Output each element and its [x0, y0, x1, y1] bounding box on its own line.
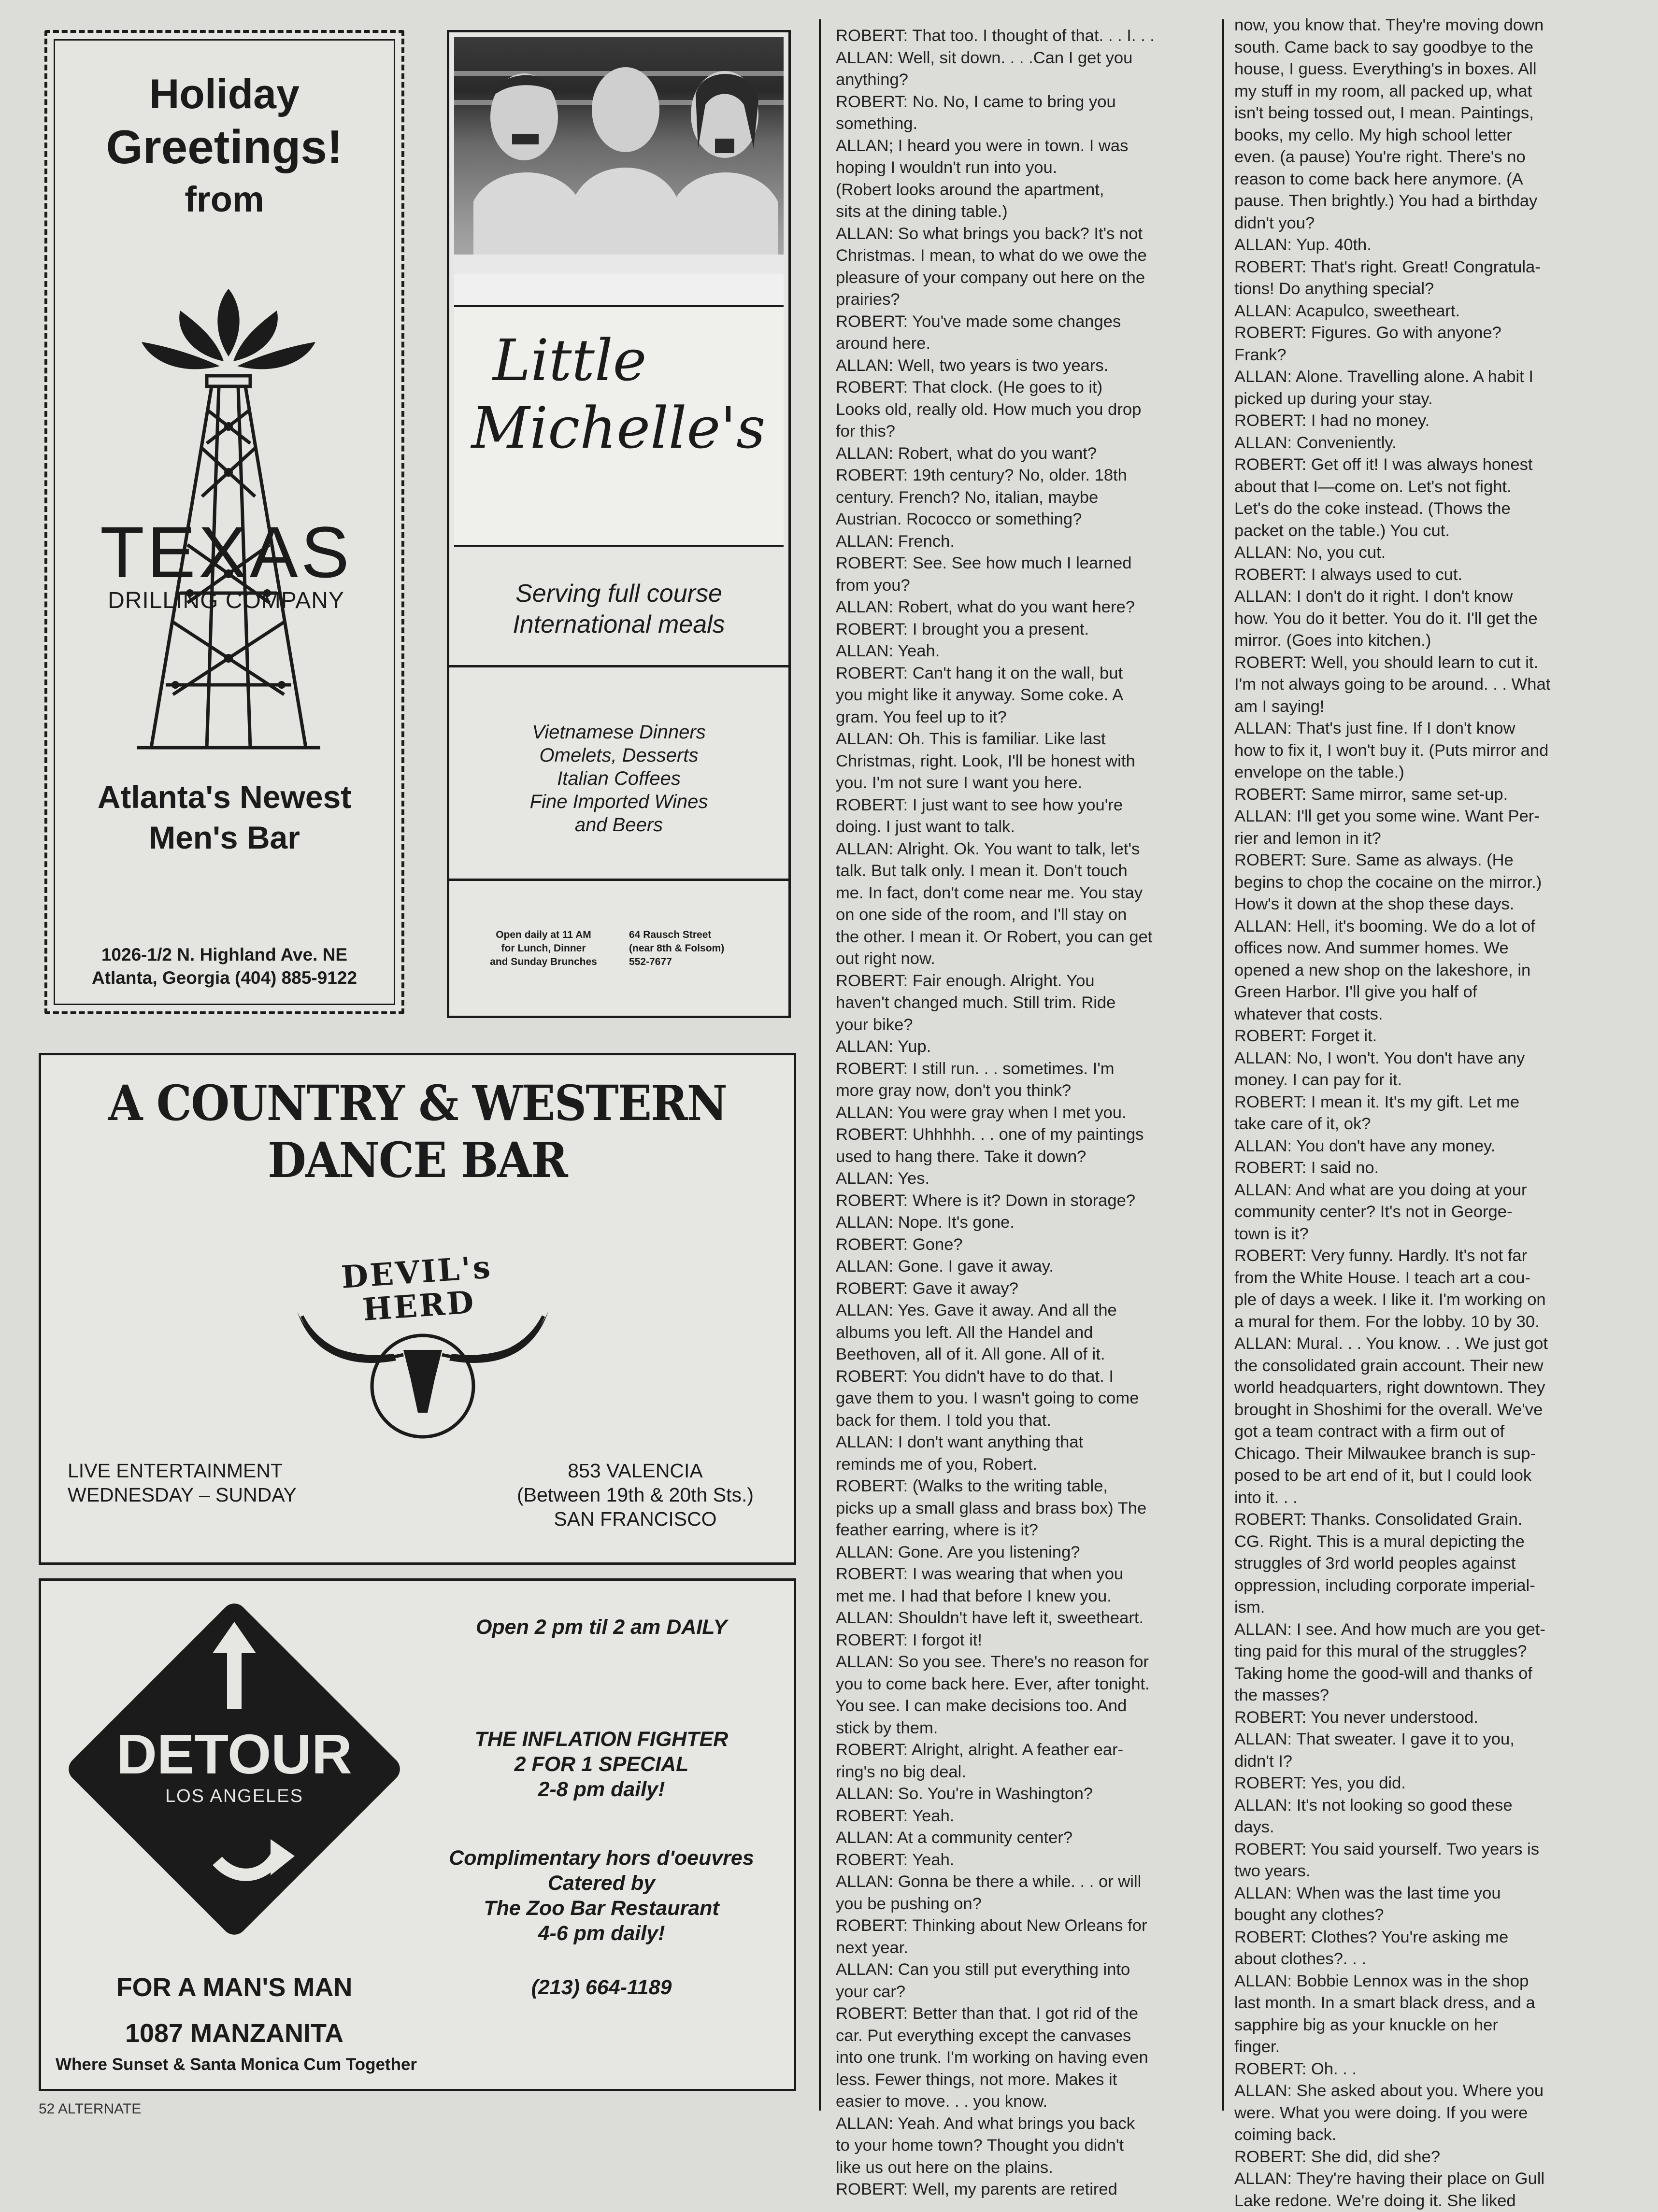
dialogue-line: Green Harbor. I'll give you half of	[1234, 981, 1627, 1004]
dialogue-line: ROBERT: 19th century? No, older. 18th	[836, 465, 1203, 487]
dialogue-line: ALLAN: French.	[836, 531, 1203, 553]
dialogue-line: isn't being tossed out, I mean. Paintings,	[1234, 102, 1627, 125]
headline-line-3: from	[47, 176, 401, 223]
dialogue-line: ROBERT: I mean it. It's my gift. Let me	[1234, 1092, 1627, 1114]
dialogue-line: ALLAN: Yup. 40th.	[1234, 234, 1627, 256]
dialogue-line: the consolidated grain account. Their new	[1234, 1355, 1627, 1377]
dialogue-line: Lake redone. We're doing it. She liked	[1234, 2190, 1627, 2212]
serving-line-2: International meals	[449, 609, 788, 640]
holiday-headline	[47, 71, 401, 223]
longhorn-skull-icon	[292, 1297, 553, 1442]
dialogue-line: gram. You feel up to it?	[836, 707, 1203, 729]
dialogue-line: even. (a pause) You're right. There's no	[1234, 146, 1627, 169]
dialogue-line: ROBERT: You didn't have to do that. I	[836, 1366, 1203, 1388]
detour-address: 1087 MANZANITA	[51, 2011, 418, 2056]
texas-wordmark: TEXAS	[100, 511, 352, 593]
dialogue-line: ROBERT: Gone?	[836, 1234, 1203, 1256]
dialogue-line: pleasure of your company out here on the	[836, 267, 1203, 289]
dialogue-line: take care of it, ok?	[1234, 1113, 1627, 1135]
serving-line-1: Serving full course	[449, 578, 788, 609]
dialogue-line: ROBERT: That too. I thought of that. . . I. . .	[836, 25, 1203, 47]
dialogue-line: your car?	[836, 1981, 1203, 2003]
dialogue-line: car. Put everything except the canvases	[836, 2025, 1203, 2047]
michelles-divider-1	[449, 665, 788, 667]
dialogue-line: stick by them.	[836, 1717, 1203, 1740]
dialogue-line: got a team contract with a firm out of	[1234, 1421, 1627, 1443]
dialogue-line: ROBERT: I still run. . . sometimes. I'm	[836, 1058, 1203, 1080]
dialogue-line: ROBERT: You said yourself. Two years is	[1234, 1839, 1627, 1861]
dialogue-line: used to hang there. Take it down?	[836, 1146, 1203, 1168]
dialogue-line: didn't I?	[1234, 1751, 1627, 1773]
dialogue-line: brought in Shoshimi for the overall. We've	[1234, 1399, 1627, 1421]
hors-line: Complimentary hors d'oeuvres	[418, 1845, 785, 1871]
michelles-address-line: 552-7677	[629, 955, 774, 969]
dialogue-line: tions! Do anything special?	[1234, 278, 1627, 300]
michelles-address-line: 64 Rausch Street	[629, 928, 774, 942]
michelles-serving	[449, 578, 788, 640]
dialogue-line: talk. But talk only. I mean it. Don't touch	[836, 860, 1203, 882]
dialogue-line: bought any clothes?	[1234, 1904, 1627, 1927]
dialogue-line: ROBERT: (Walks to the writing table,	[836, 1475, 1203, 1498]
dialogue-line: you be pushing on?	[836, 1893, 1203, 1915]
page-number-label: 52 ALTERNATE	[39, 2101, 141, 2117]
dialogue-line: ROBERT: I always used to cut.	[1234, 564, 1627, 586]
hours-open: Open 2 pm til 2 am DAILY	[418, 1615, 785, 1640]
dialogue-line: ROBERT: Gave it away?	[836, 1278, 1203, 1300]
dialogue-line: ALLAN: I don't do it right. I don't know	[1234, 586, 1627, 608]
dialogue-line: ALLAN: Alone. Travelling alone. A habit I	[1234, 366, 1627, 388]
special-line: THE INFLATION FIGHTER	[418, 1727, 785, 1752]
michelles-address	[629, 928, 774, 969]
dialogue-line: Let's do the coke instead. (Thows the	[1234, 498, 1627, 520]
devils-address-line: SAN FRANCISCO	[490, 1507, 780, 1531]
dialogue-line: ting paid for this mural of the struggles?	[1234, 1641, 1627, 1663]
dialogue-line: ALLAN: When was the last time you	[1234, 1883, 1627, 1905]
dialogue-line: about that I—come on. Let's not fight.	[1234, 476, 1627, 498]
dialogue-line: sits at the dining table.)	[836, 201, 1203, 223]
dialogue-line: ALLAN: Yeah.	[836, 640, 1203, 663]
dialogue-line: offices now. And summer homes. We	[1234, 937, 1627, 960]
drilling-company-text	[81, 588, 371, 613]
dialogue-line: Beethoven, all of it. All gone. All of it.	[836, 1344, 1203, 1366]
dialogue-line: CG. Right. This is a mural depicting the	[1234, 1531, 1627, 1553]
texas-address-line-1: 1026-1/2 N. Highland Ave. NE	[47, 943, 401, 966]
dialogue-line: ROBERT: Uhhhhh. . . one of my paintings	[836, 1124, 1203, 1146]
dialogue-line: ROBERT: Sure. Same as always. (He	[1234, 850, 1627, 872]
dialogue-line: oppression, including corporate imperial-	[1234, 1575, 1627, 1597]
detour-ad	[39, 1578, 796, 2091]
dialogue-line: ism.	[1234, 1597, 1627, 1619]
dialogue-line: ROBERT: Yeah.	[836, 1849, 1203, 1872]
dialogue-line: You see. I can make decisions too. And	[836, 1695, 1203, 1717]
dialogue-line: ROBERT: Where is it? Down in storage?	[836, 1190, 1203, 1212]
dialogue-line: Austrian. Rococco or something?	[836, 509, 1203, 531]
michelles-sign-text	[464, 326, 773, 462]
dialogue-line: south. Came back to say goodbye to the	[1234, 37, 1627, 59]
dialogue-line: a mural for them. For the lobby. 10 by 30.	[1234, 1311, 1627, 1333]
dialogue-line: the other. I mean it. Or Robert, you can get	[836, 926, 1203, 949]
dialogue-line: you might like it anyway. Some coke. A	[836, 684, 1203, 707]
michelles-menu	[449, 721, 788, 837]
dialogue-line: now, you know that. They're moving down	[1234, 14, 1627, 37]
dialogue-line: am I saying!	[1234, 696, 1627, 718]
dialogue-line: ALLAN: Acapulco, sweetheart.	[1234, 300, 1627, 323]
dialogue-line: ALLAN: So what brings you back? It's not	[836, 223, 1203, 245]
dialogue-line: ALLAN: It's not looking so good these	[1234, 1795, 1627, 1817]
dialogue-line: ALLAN: Gone. Are you listening?	[836, 1542, 1203, 1564]
dialogue-line: ALLAN: You were gray when I met you.	[836, 1102, 1203, 1124]
dialogue-line: ALLAN: I see. And how much are you get-	[1234, 1619, 1627, 1641]
dialogue-line: ALLAN: Alright. Ok. You want to talk, let's	[836, 838, 1203, 861]
drilling-company-label: DRILLING COMPANY	[108, 588, 344, 613]
dialogue-line: ALLAN; I heard you were in town. I was	[836, 135, 1203, 157]
dialogue-line: my stuff in my room, all packed up, what	[1234, 81, 1627, 103]
menu-item: Italian Coffees	[449, 767, 788, 790]
dialogue-line: from the White House. I teach art a cou-	[1234, 1267, 1627, 1290]
dialogue-line: house, I guess. Everything's in boxes. All	[1234, 58, 1627, 81]
dialogue-line: Christmas. I mean, to what do we owe the	[836, 245, 1203, 267]
menu-item: Vietnamese Dinners	[449, 721, 788, 744]
dialogue-line: ROBERT: Well, you should learn to cut it.	[1234, 652, 1627, 674]
sign-line-2: Michelle's	[464, 394, 773, 462]
dialogue-line: something.	[836, 113, 1203, 135]
dialogue-line: struggles of 3rd world peoples against	[1234, 1553, 1627, 1575]
dialogue-line: ALLAN: Yup.	[836, 1036, 1203, 1058]
dialogue-line: ROBERT: I said no.	[1234, 1157, 1627, 1179]
dialogue-line: ROBERT: I forgot it!	[836, 1630, 1203, 1652]
hours-line: and Sunday Brunches	[476, 955, 611, 969]
page-footer	[39, 2101, 329, 2117]
dialogue-line: ALLAN: She asked about you. Where you	[1234, 2080, 1627, 2102]
hors-line: The Zoo Bar Restaurant	[418, 1896, 785, 1921]
country-western-headline	[71, 1075, 763, 1189]
dialogue-line: gave them to you. I wasn't going to come	[836, 1388, 1203, 1410]
detour-where	[56, 2054, 490, 2075]
michelles-sign	[454, 305, 784, 547]
dialogue-line: around here.	[836, 333, 1203, 355]
dialogue-line: how to fix it, I won't buy it. (Puts mirror and	[1234, 740, 1627, 762]
dialogue-line: haven't changed much. Still trim. Ride	[836, 992, 1203, 1014]
dialogue-line: ROBERT: Thanks. Consolidated Grain.	[1234, 1509, 1627, 1531]
dialogue-line: ALLAN: So you see. There's no reason for	[836, 1651, 1203, 1673]
dialogue-line: prairies?	[836, 289, 1203, 311]
dialogue-line: were. What you were doing. If you were	[1234, 2102, 1627, 2125]
dialogue-line: ALLAN: So. You're in Washington?	[836, 1783, 1203, 1805]
dialogue-line: ALLAN: Yes.	[836, 1168, 1203, 1190]
dialogue-line: Taking home the good-will and thanks of	[1234, 1663, 1627, 1685]
devils-address-line: (Between 19th & 20th Sts.)	[490, 1483, 780, 1507]
dialogue-line: how. You do it better. You do it. I'll get the	[1234, 608, 1627, 630]
tagline-line-2: Men's Bar	[47, 817, 401, 858]
dialogue-line: ROBERT: I was wearing that when you	[836, 1563, 1203, 1586]
dialogue-line: mirror. (Goes into kitchen.)	[1234, 630, 1627, 652]
detour-wordmark: DETOUR	[116, 1723, 352, 1786]
dialogue-line: ROBERT: Yeah.	[836, 1805, 1203, 1828]
dialogue-line: ROBERT: Yes, you did.	[1234, 1772, 1627, 1795]
dialogue-line: ALLAN: Conveniently.	[1234, 432, 1627, 454]
dialogue-line: rier and lemon in it?	[1234, 828, 1627, 850]
texas-tagline	[47, 777, 401, 858]
dialogue-line: ring's no big deal.	[836, 1761, 1203, 1784]
article-column-1	[836, 25, 1203, 2141]
sign-line-1: Little	[464, 326, 773, 394]
dialogue-line: feather earring, where is it?	[836, 1519, 1203, 1542]
dialogue-line: ALLAN: No, you cut.	[1234, 542, 1627, 564]
dialogue-line: ROBERT: Well, my parents are retired	[836, 2179, 1203, 2201]
dialogue-line: Looks old, really old. How much you drop	[836, 399, 1203, 421]
dialogue-line: anything?	[836, 69, 1203, 91]
dialogue-line: from you?	[836, 575, 1203, 597]
dialogue-line: next year.	[836, 1937, 1203, 1959]
live-entertainment: LIVE ENTERTAINMENT	[68, 1459, 406, 1483]
dialogue-line: reason to come back here anymore. (A	[1234, 169, 1627, 191]
dialogue-line: reminds me of you, Robert.	[836, 1454, 1203, 1476]
dialogue-line: ROBERT: You never understood.	[1234, 1707, 1627, 1729]
dialogue-line: days.	[1234, 1816, 1627, 1839]
dialogue-line: ALLAN: Yeah. And what brings you back	[836, 2113, 1203, 2135]
dialogue-line: ROBERT: Fair enough. Alright. You	[836, 970, 1203, 993]
dialogue-line: two years.	[1234, 1860, 1627, 1883]
dialogue-line: on one side of the room, and I'll stay on	[836, 904, 1203, 926]
dialogue-line: like us out here on the plains.	[836, 2157, 1203, 2179]
where-line: Where Sunset & Santa Monica Cum Together	[56, 2055, 417, 2074]
dialogue-line: Chicago. Their Milwaukee branch is sup-	[1234, 1443, 1627, 1465]
dialogue-line: last month. In a smart black dress, and a	[1234, 1992, 1627, 2014]
dialogue-line: ROBERT: Get off it! I was always honest	[1234, 454, 1627, 476]
dialogue-line: ALLAN: Yes. Gave it away. And all the	[836, 1300, 1203, 1322]
detour-sign-sub	[138, 1786, 331, 1806]
dialogue-line: ALLAN: Well, two years is two years.	[836, 355, 1203, 377]
dialogue-line: met me. I had that before I knew you.	[836, 1586, 1203, 1608]
menu-item: Omelets, Desserts	[449, 744, 788, 767]
texas-address-line-2: Atlanta, Georgia (404) 885-9122	[47, 966, 401, 990]
hors-line: Catered by	[418, 1871, 785, 1896]
dialogue-line: you to come back here. Ever, after tonight.	[836, 1673, 1203, 1696]
dialogue-line: albums you left. All the Handel and	[836, 1322, 1203, 1344]
dialogue-line: ALLAN: Robert, what do you want?	[836, 443, 1203, 465]
dialogue-line: ROBERT: I had no money.	[1234, 410, 1627, 432]
dialogue-line: whatever that costs.	[1234, 1004, 1627, 1026]
dialogue-line: ROBERT: Oh. . .	[1234, 2058, 1627, 2081]
cw-line-2: DANCE BAR	[71, 1132, 763, 1189]
dialogue-line: ALLAN: And what are you doing at your	[1234, 1179, 1627, 1202]
dialogue-line: ALLAN: You don't have any money.	[1234, 1135, 1627, 1158]
dialogue-line: ALLAN: Robert, what do you want here?	[836, 596, 1203, 619]
dialogue-line: back for them. I told you that.	[836, 1410, 1203, 1432]
dialogue-line: ALLAN: Shouldn't have left it, sweetheart.	[836, 1607, 1203, 1630]
dialogue-line: ROBERT: Same mirror, same set-up.	[1234, 784, 1627, 806]
dialogue-line: hoping I wouldn't run into you.	[836, 157, 1203, 179]
dialogue-line: ple of days a week. I like it. I'm working on	[1234, 1289, 1627, 1311]
cw-line-1: A COUNTRY & WESTERN	[71, 1075, 763, 1132]
special-line: 2 FOR 1 SPECIAL	[418, 1752, 785, 1777]
los-angeles-label: LOS ANGELES	[165, 1786, 303, 1806]
hours-line: Open daily at 11 AM	[476, 928, 611, 942]
dialogue-line: me. In fact, don't come near me. You stay	[836, 882, 1203, 905]
dialogue-line: ALLAN: Mural. . . You know. . . We just got	[1234, 1333, 1627, 1355]
devils-herd-wordmark: DEVIL's HERD	[340, 1249, 493, 1328]
devils-address	[490, 1459, 780, 1531]
dialogue-line: ROBERT: See. See how much I learned	[836, 553, 1203, 575]
michelles-address-line: (near 8th & Folsom)	[629, 942, 774, 955]
dialogue-line: pause. Then brightly.) You had a birthday	[1234, 190, 1627, 213]
michelles-divider-2	[449, 879, 788, 881]
devils-address-line: 853 VALENCIA	[490, 1459, 780, 1483]
michelles-hours	[476, 928, 611, 969]
dialogue-line: community center? It's not in George-	[1234, 1201, 1627, 1223]
dialogue-line: ROBERT: You've made some changes	[836, 311, 1203, 333]
dialogue-line: How's it down at the shop these days.	[1234, 893, 1627, 916]
dialogue-line: ROBERT: Figures. Go with anyone?	[1234, 322, 1627, 344]
dialogue-line: I'm not always going to be around. . . What	[1234, 674, 1627, 696]
headline-line-2: Greetings!	[47, 118, 401, 176]
dialogue-line: for this?	[836, 421, 1203, 443]
detour-left-text	[51, 1965, 418, 2056]
dialogue-line: ALLAN: That's just fine. If I don't know	[1234, 718, 1627, 740]
dialogue-line: more gray now, don't you think?	[836, 1080, 1203, 1102]
dialogue-line: doing. I just want to talk.	[836, 816, 1203, 838]
dialogue-line: ALLAN: I'll get you some wine. Want Per-	[1234, 806, 1627, 828]
dialogue-line: begins to chop the cocaine on the mirror.)	[1234, 872, 1627, 894]
detour-phone: (213) 664-1189	[418, 1975, 785, 2000]
dialogue-line: sapphire big as your knuckle on her	[1234, 2014, 1627, 2037]
dialogue-line: ALLAN: Hell, it's booming. We do a lot of	[1234, 916, 1627, 938]
special-line: 2-8 pm daily!	[418, 1777, 785, 1802]
dialogue-line: into it. . .	[1234, 1487, 1627, 1509]
dialogue-line: ROBERT: Very funny. Hardly. It's not far	[1234, 1245, 1627, 1267]
dialogue-line: ALLAN: Gonna be there a while. . . or will	[836, 1871, 1203, 1893]
texas-address	[47, 943, 401, 990]
column-rule-middle	[1222, 19, 1224, 2111]
dialogue-line: ROBERT: I just want to see how you're	[836, 794, 1203, 817]
dialogue-line: ALLAN: No, I won't. You don't have any	[1234, 1048, 1627, 1070]
texas-logo-text	[62, 516, 390, 588]
photo-three-men	[454, 37, 784, 305]
dialogue-line: ROBERT: Thinking about New Orleans for	[836, 1915, 1203, 1937]
dialogue-line: packet on the table.) You cut.	[1234, 520, 1627, 542]
dialogue-line: (Robert looks around the apartment,	[836, 179, 1203, 201]
dialogue-line: coiming back.	[1234, 2124, 1627, 2146]
days-open: WEDNESDAY – SUNDAY	[68, 1483, 406, 1507]
dialogue-line: easier to move. . . you know.	[836, 2091, 1203, 2113]
dialogue-line: world headquarters, right downtown. They	[1234, 1377, 1627, 1399]
dialogue-line: ALLAN: Gone. I gave it away.	[836, 1256, 1203, 1278]
menu-item: and Beers	[449, 813, 788, 837]
little-michelles-ad	[447, 30, 791, 1018]
dialogue-line: didn't you?	[1234, 213, 1627, 235]
hours-line: for Lunch, Dinner	[476, 942, 611, 955]
dialogue-line: ALLAN: Nope. It's gone.	[836, 1212, 1203, 1234]
dialogue-line: Christmas, right. Look, I'll be honest with	[836, 751, 1203, 773]
devils-herd-ad	[39, 1053, 796, 1565]
dialogue-line: less. Fewer things, not more. Makes it	[836, 2069, 1203, 2091]
dialogue-line: ALLAN: That sweater. I gave it to you,	[1234, 1729, 1627, 1751]
headline-line-1: Holiday	[47, 71, 401, 118]
texas-drilling-ad	[44, 30, 404, 1014]
dialogue-line: ALLAN: Oh. This is familiar. Like last	[836, 728, 1203, 751]
detour-right-info	[418, 1615, 785, 2000]
dialogue-line: picks up a small glass and brass box) The	[836, 1498, 1203, 1520]
dialogue-line: the masses?	[1234, 1685, 1627, 1707]
dialogue-line: picked up during your stay.	[1234, 388, 1627, 411]
dialogue-line: ROBERT: Better than that. I got rid of the	[836, 2003, 1203, 2025]
dialogue-line: ROBERT: Alright, alright. A feather ear-	[836, 1739, 1203, 1761]
dialogue-line: posed to be art end of it, but I could look	[1234, 1465, 1627, 1487]
dialogue-line: ROBERT: Clothes? You're asking me	[1234, 1927, 1627, 1949]
dialogue-line: envelope on the table.)	[1234, 762, 1627, 784]
devils-left-info	[68, 1459, 406, 1507]
dialogue-line: ROBERT: She did, did she?	[1234, 2146, 1627, 2169]
dialogue-line: ALLAN: They're having their place on Gull	[1234, 2168, 1627, 2190]
dialogue-line: Frank?	[1234, 344, 1627, 367]
dialogue-line: ROBERT: I brought you a present.	[836, 619, 1203, 641]
dialogue-line: out right now.	[836, 948, 1203, 970]
menu-item: Fine Imported Wines	[449, 790, 788, 813]
dialogue-line: ROBERT: Can't hang it on the wall, but	[836, 663, 1203, 685]
dialogue-line: ALLAN: Well, sit down. . . .Can I get you	[836, 47, 1203, 70]
dialogue-line: ALLAN: I don't want anything that	[836, 1432, 1203, 1454]
dialogue-line: ROBERT: Forget it.	[1234, 1025, 1627, 1048]
mans-man: FOR A MAN'S MAN	[51, 1965, 418, 2011]
photo-illustration	[454, 37, 784, 305]
dialogue-line: into one trunk. I'm working on having even	[836, 2047, 1203, 2069]
dialogue-line: you. I'm not sure I want you here.	[836, 772, 1203, 794]
hors-line: 4-6 pm daily!	[418, 1921, 785, 1946]
article-column-2	[1234, 14, 1627, 2140]
dialogue-line: books, my cello. My high school letter	[1234, 125, 1627, 147]
dialogue-line: town is it?	[1234, 1223, 1627, 1246]
dialogue-line: ALLAN: At a community center?	[836, 1827, 1203, 1849]
dialogue-line: about clothes?. . .	[1234, 1948, 1627, 1971]
dialogue-line: ROBERT: That's right. Great! Congratula-	[1234, 256, 1627, 279]
detour-sign-text	[116, 1726, 353, 1783]
dialogue-line: opened a new shop on the lakeshore, in	[1234, 960, 1627, 982]
dialogue-line: ROBERT: No. No, I came to bring you	[836, 91, 1203, 113]
dialogue-line: ROBERT: That clock. (He goes to it)	[836, 377, 1203, 399]
dialogue-line: to your home town? Thought you didn't	[836, 2135, 1203, 2157]
dialogue-line: century. French? No, italian, maybe	[836, 487, 1203, 509]
dialogue-line: finger.	[1234, 2036, 1627, 2058]
dialogue-line: money. I can pay for it.	[1234, 1069, 1627, 1092]
dialogue-line: ALLAN: Can you still put everything into	[836, 1959, 1203, 1981]
tagline-line-1: Atlanta's Newest	[47, 777, 401, 817]
dialogue-line: ALLAN: Bobbie Lennox was in the shop	[1234, 1971, 1627, 1993]
dialogue-line: your bike?	[836, 1014, 1203, 1036]
column-rule-left	[819, 19, 821, 2111]
